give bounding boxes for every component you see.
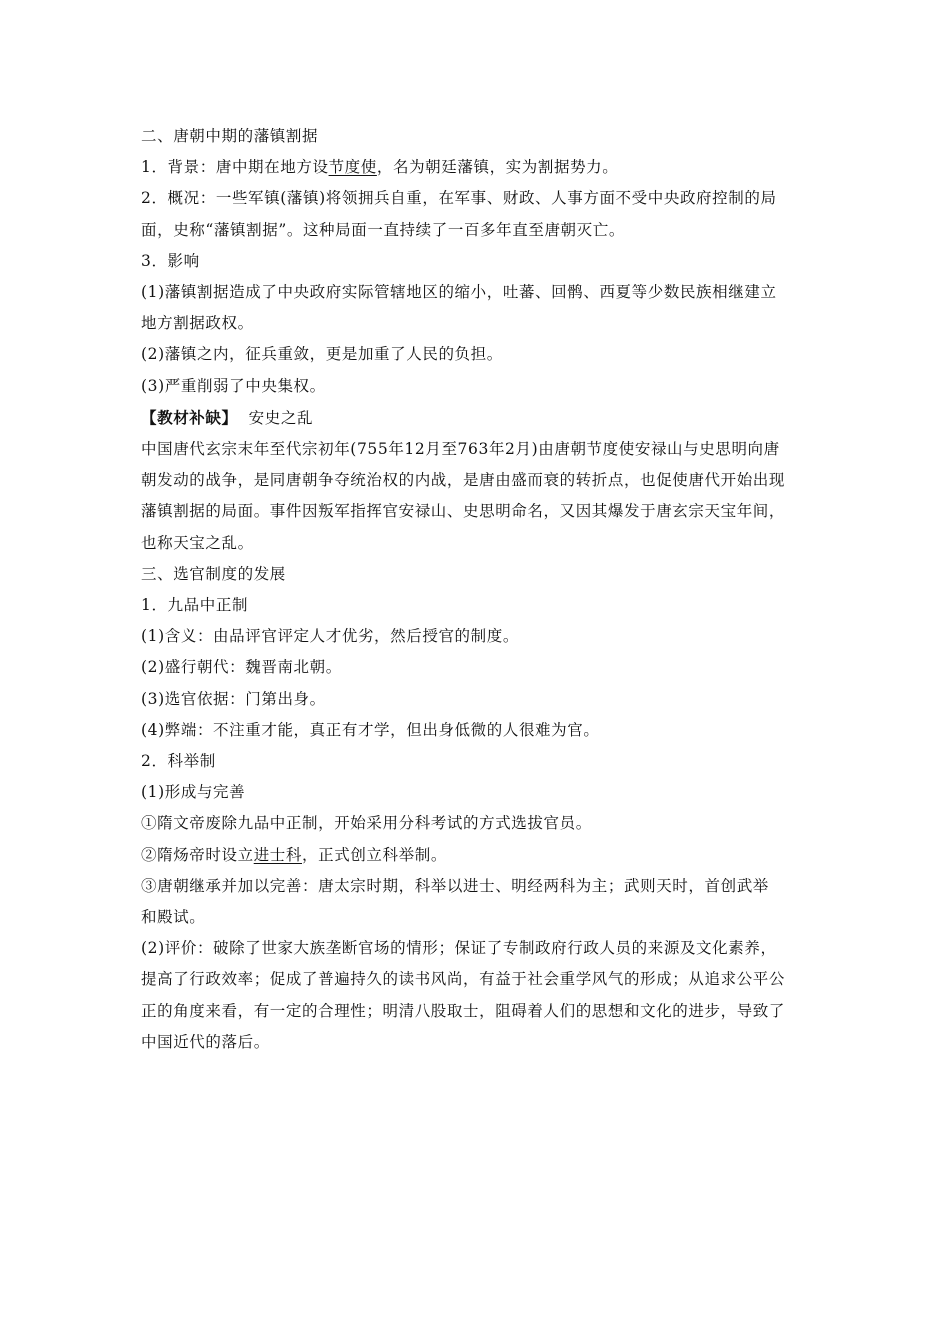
- document-body: [141, 121, 813, 1058]
- impact-item-2: (2)藩镇之内，征兵重敛，更是加重了人民的负担。: [141, 345, 503, 364]
- impact-item-3: (3)严重削弱了中央集权。: [141, 376, 326, 395]
- keju-evaluation-line-1: (2)评价：破除了世家大族垄断官场的情形；保证了专制政府行政人员的来源及文化素养，: [141, 939, 777, 958]
- supplement-line-2: 朝发动的战争，是同唐朝争夺统治权的内战，是唐由盛而衰的转折点，也促使唐代开始出现: [141, 471, 786, 490]
- keju-circled-item-3-line-2: 和殿试。: [141, 908, 206, 927]
- supplement-line-1: 中国唐代玄宗末年至代宗初年(755年12月至763年2月)由唐朝节度使安禄山与史思明向唐: [141, 440, 780, 459]
- keju-evaluation-line-2: 提高了行政效率；促成了普遍持久的读书风尚，有益于社会重学风气的形成；从追求公平公: [141, 970, 786, 989]
- keju-item-2-pre: ②隋炀帝时设立: [141, 845, 254, 864]
- jiupin-item-2: (2)盛行朝代：魏晋南北朝。: [141, 658, 342, 677]
- background-text-post: ，名为朝廷藩镇，实为割据势力。: [376, 158, 619, 177]
- supplement-title: 安史之乱: [248, 408, 314, 427]
- supplement-line-3: 藩镇割据的局面。事件因叛军指挥官安禄山、史思明命名，又因其爆发于唐玄宗天宝年间，: [141, 502, 786, 521]
- overview-line-2: 面，史称“藩镇割据”。这种局面一直持续了一百多年直至唐朝灭亡。: [141, 220, 625, 239]
- section-heading-fanzhen: 二、唐朝中期的藩镇割据: [141, 127, 319, 145]
- jiupin-item-1: (1)含义：由品评官评定人才优劣，然后授官的制度。: [141, 627, 519, 646]
- keju-heading: 2．科举制: [141, 752, 216, 771]
- impact-heading: 3．影响: [141, 251, 200, 270]
- jiupin-heading: 1．九品中正制: [141, 596, 249, 615]
- jiedushi-underlined-term: 节度使: [328, 158, 377, 177]
- jinshike-underlined-term: 进士科: [253, 845, 303, 864]
- keju-evaluation-line-3: 正的角度来看，有一定的合理性；明清八股取士，阻碍着人们的思想和文化的进步，导致了: [141, 1001, 786, 1020]
- keju-circled-item-2: [141, 840, 813, 871]
- supplement-tag: 【教材补缺】: [141, 407, 238, 427]
- background-text-pre: 1．背景：唐中期在地方设: [141, 158, 329, 177]
- keju-subheading-formation: (1)形成与完善: [141, 783, 246, 802]
- overview-line-1: 2．概况：一些军镇(藩镇)将领拥兵自重，在军事、财政、人事方面不受中央政府控制的局: [141, 189, 777, 208]
- keju-evaluation-line-4: 中国近代的落后。: [141, 1032, 270, 1051]
- jiupin-item-4: (4)弊端：不注重才能，真正有才学，但出身低微的人很难为官。: [141, 720, 600, 739]
- jiupin-item-3: (3)选官依据：门第出身。: [141, 689, 326, 708]
- keju-circled-item-1: ①隋文帝废除九品中正制，开始采用分科考试的方式选拔官员。: [141, 814, 592, 833]
- impact-item-1-line-2: 地方割据政权。: [141, 314, 254, 333]
- keju-circled-item-3-line-1: ③唐朝继承并加以完善：唐太宗时期，科举以进士、明经两科为主；武则天时，首创武举: [141, 876, 769, 895]
- background-paragraph: [141, 152, 813, 183]
- keju-item-2-post: ，正式创立科举制。: [302, 845, 447, 864]
- supplement-line-4: 也称天宝之乱。: [141, 533, 254, 552]
- impact-item-1-line-1: (1)藩镇割据造成了中央政府实际管辖地区的缩小，吐蕃、回鹘、西夏等少数民族相继建立: [141, 283, 777, 302]
- supplement-heading: [141, 402, 813, 434]
- section-heading-selection: 三、选官制度的发展: [141, 564, 286, 583]
